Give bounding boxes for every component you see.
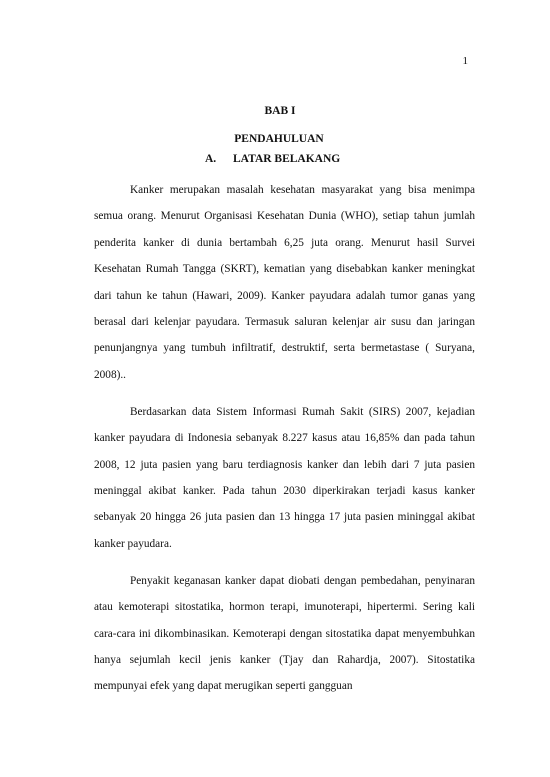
body-text [94,177,475,710]
paragraph: Penyakit keganasan kanker dapat diobati dengan pembedahan, penyinaran atau kemoterapi sitostatika, hormon terapi, imunoterapi, hipertermi. Sering kali cara-cara ini dikombinasikan. Kemoterapi dengan sitostatika dapat menyembuhkan hanya sejumlah kecil jenis kanker (Tjay dan Rahardja, 2007). Sitostatika mempunyai efek yang dapat merugikan seperti gangguan [94,574,475,693]
section-heading [205,152,340,166]
paragraph: Kanker merupakan masalah kesehatan masyarakat yang bisa menimpa semua orang. Menurut Organisasi Kesehatan Dunia (WHO), setiap tahun jumlah penderita kanker di dunia bertambah 6,25 juta orang. Menurut hasil Survei Kesehatan Rumah Tangga (SKRT), kematian yang disebabkan kanker meningkat dari tahun ke tahun (Hawari, 2009). Kanker payudara adalah tumor ganas yang berasal dari kelenjar payudara. Termasuk saluran kelenjar air susu dan jaringan penunjangnya yang tumbuh infiltratif, destruktif, serta bermetastase ( Suryana, 2008).. [94,184,475,381]
page-number: 1 [462,55,468,67]
chapter-title: PENDAHULUAN [234,133,324,145]
paragraph: Berdasarkan data Sistem Informasi Rumah Sakit (SIRS) 2007, kejadian kanker payudara di Indonesia sebanyak 8.227 kasus atau 16,85% dan pada tahun 2008, 12 juta pasien yang baru terdiagnosis kanker dan lebih dari 7 juta pasien meninggal akibat kanker. Pada tahun 2030 diperkirakan terjadi kasus kanker sebanyak 20 hingga 26 juta pasien dan 13 hingga 17 juta pasien mininggal akibat kanker payudara. [94,405,475,550]
section-title: LATAR BELAKANG [233,153,341,165]
section-number: A. [205,153,217,165]
chapter-heading: BAB I [264,105,296,117]
